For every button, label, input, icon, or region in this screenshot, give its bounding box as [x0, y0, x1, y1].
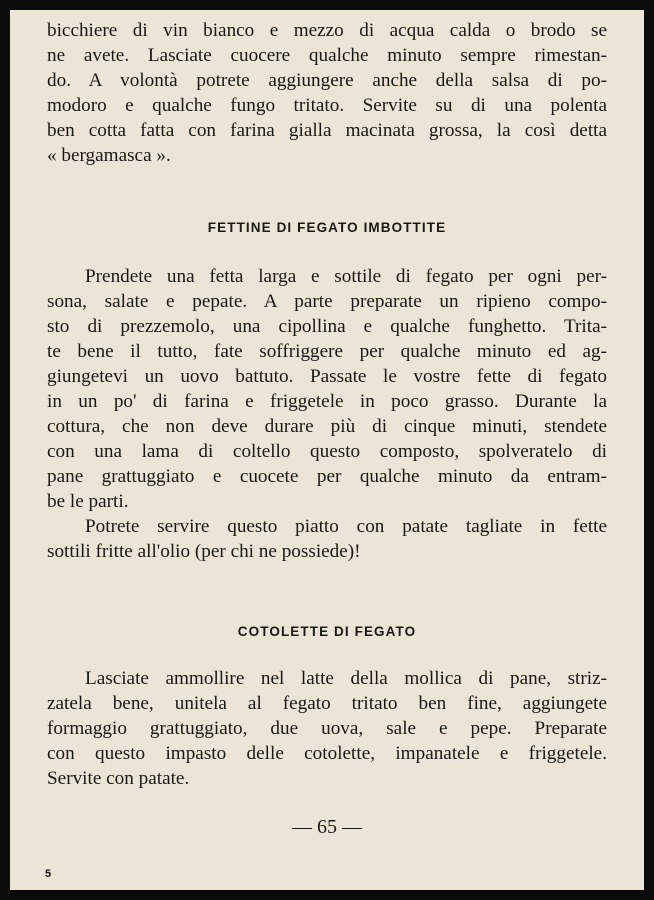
text-line: sottili fritte all'olio (per chi ne possiede)!: [47, 541, 361, 562]
text-line: zatela bene, unitela al fegato tritato ben fine, aggiungete: [47, 693, 607, 714]
text-line: formaggio grattuggiato, due uova, sale e pepe. Preparate: [47, 718, 607, 739]
text-line: Potrete servire questo piatto con patate tagliate in fette: [85, 516, 607, 537]
recipe-title: FETTINE DI FEGATO IMBOTTITE: [207, 220, 447, 235]
book-page: [10, 10, 644, 890]
text-line: sto di prezzemolo, una cipollina e qualche funghetto. Trita-: [47, 316, 607, 337]
text-line: con questo impasto delle cotolette, impanatele e friggetele.: [47, 743, 607, 764]
text-line: sona, salate e pepate. A parte preparate un ripieno compo-: [47, 291, 607, 312]
text-line: te bene il tutto, fate soffriggere per qualche minuto ed ag-: [47, 341, 607, 362]
text-line: giungetevi un uovo battuto. Passate le vostre fette di fegato: [47, 366, 607, 387]
text-line: con una lama di coltello questo composto, spolveratelo di: [47, 441, 607, 462]
signature-mark: 5: [45, 868, 52, 880]
text-line: in un po' di farina e friggetele in poco grasso. Durante la: [47, 391, 607, 412]
text-line: pane grattuggiato e cuocete per qualche minuto da entram-: [47, 466, 607, 487]
text-line: be le parti.: [47, 491, 129, 512]
page-number: — 65 —: [292, 816, 362, 838]
text-line: ben cotta fatta con farina gialla macinata grossa, la così detta: [47, 120, 607, 141]
text-line: Lasciate ammollire nel latte della mollica di pane, striz-: [85, 668, 607, 689]
text-line: bicchiere di vin bianco e mezzo di acqua calda o brodo se: [47, 20, 607, 41]
text-line: « bergamasca ».: [47, 145, 171, 166]
text-line: ne avete. Lasciate cuocere qualche minuto sempre rimestan-: [47, 45, 607, 66]
text-line: modoro e qualche fungo tritato. Servite su di una polenta: [47, 95, 607, 116]
recipe-title: COTOLETTE DI FEGATO: [237, 624, 417, 639]
text-line: Servite con patate.: [47, 768, 190, 789]
text-line: cottura, che non deve durare più di cinque minuti, stendete: [47, 416, 607, 437]
text-line: Prendete una fetta larga e sottile di fegato per ogni per-: [85, 266, 607, 287]
text-line: do. A volontà potrete aggiungere anche della salsa di po-: [47, 70, 607, 91]
